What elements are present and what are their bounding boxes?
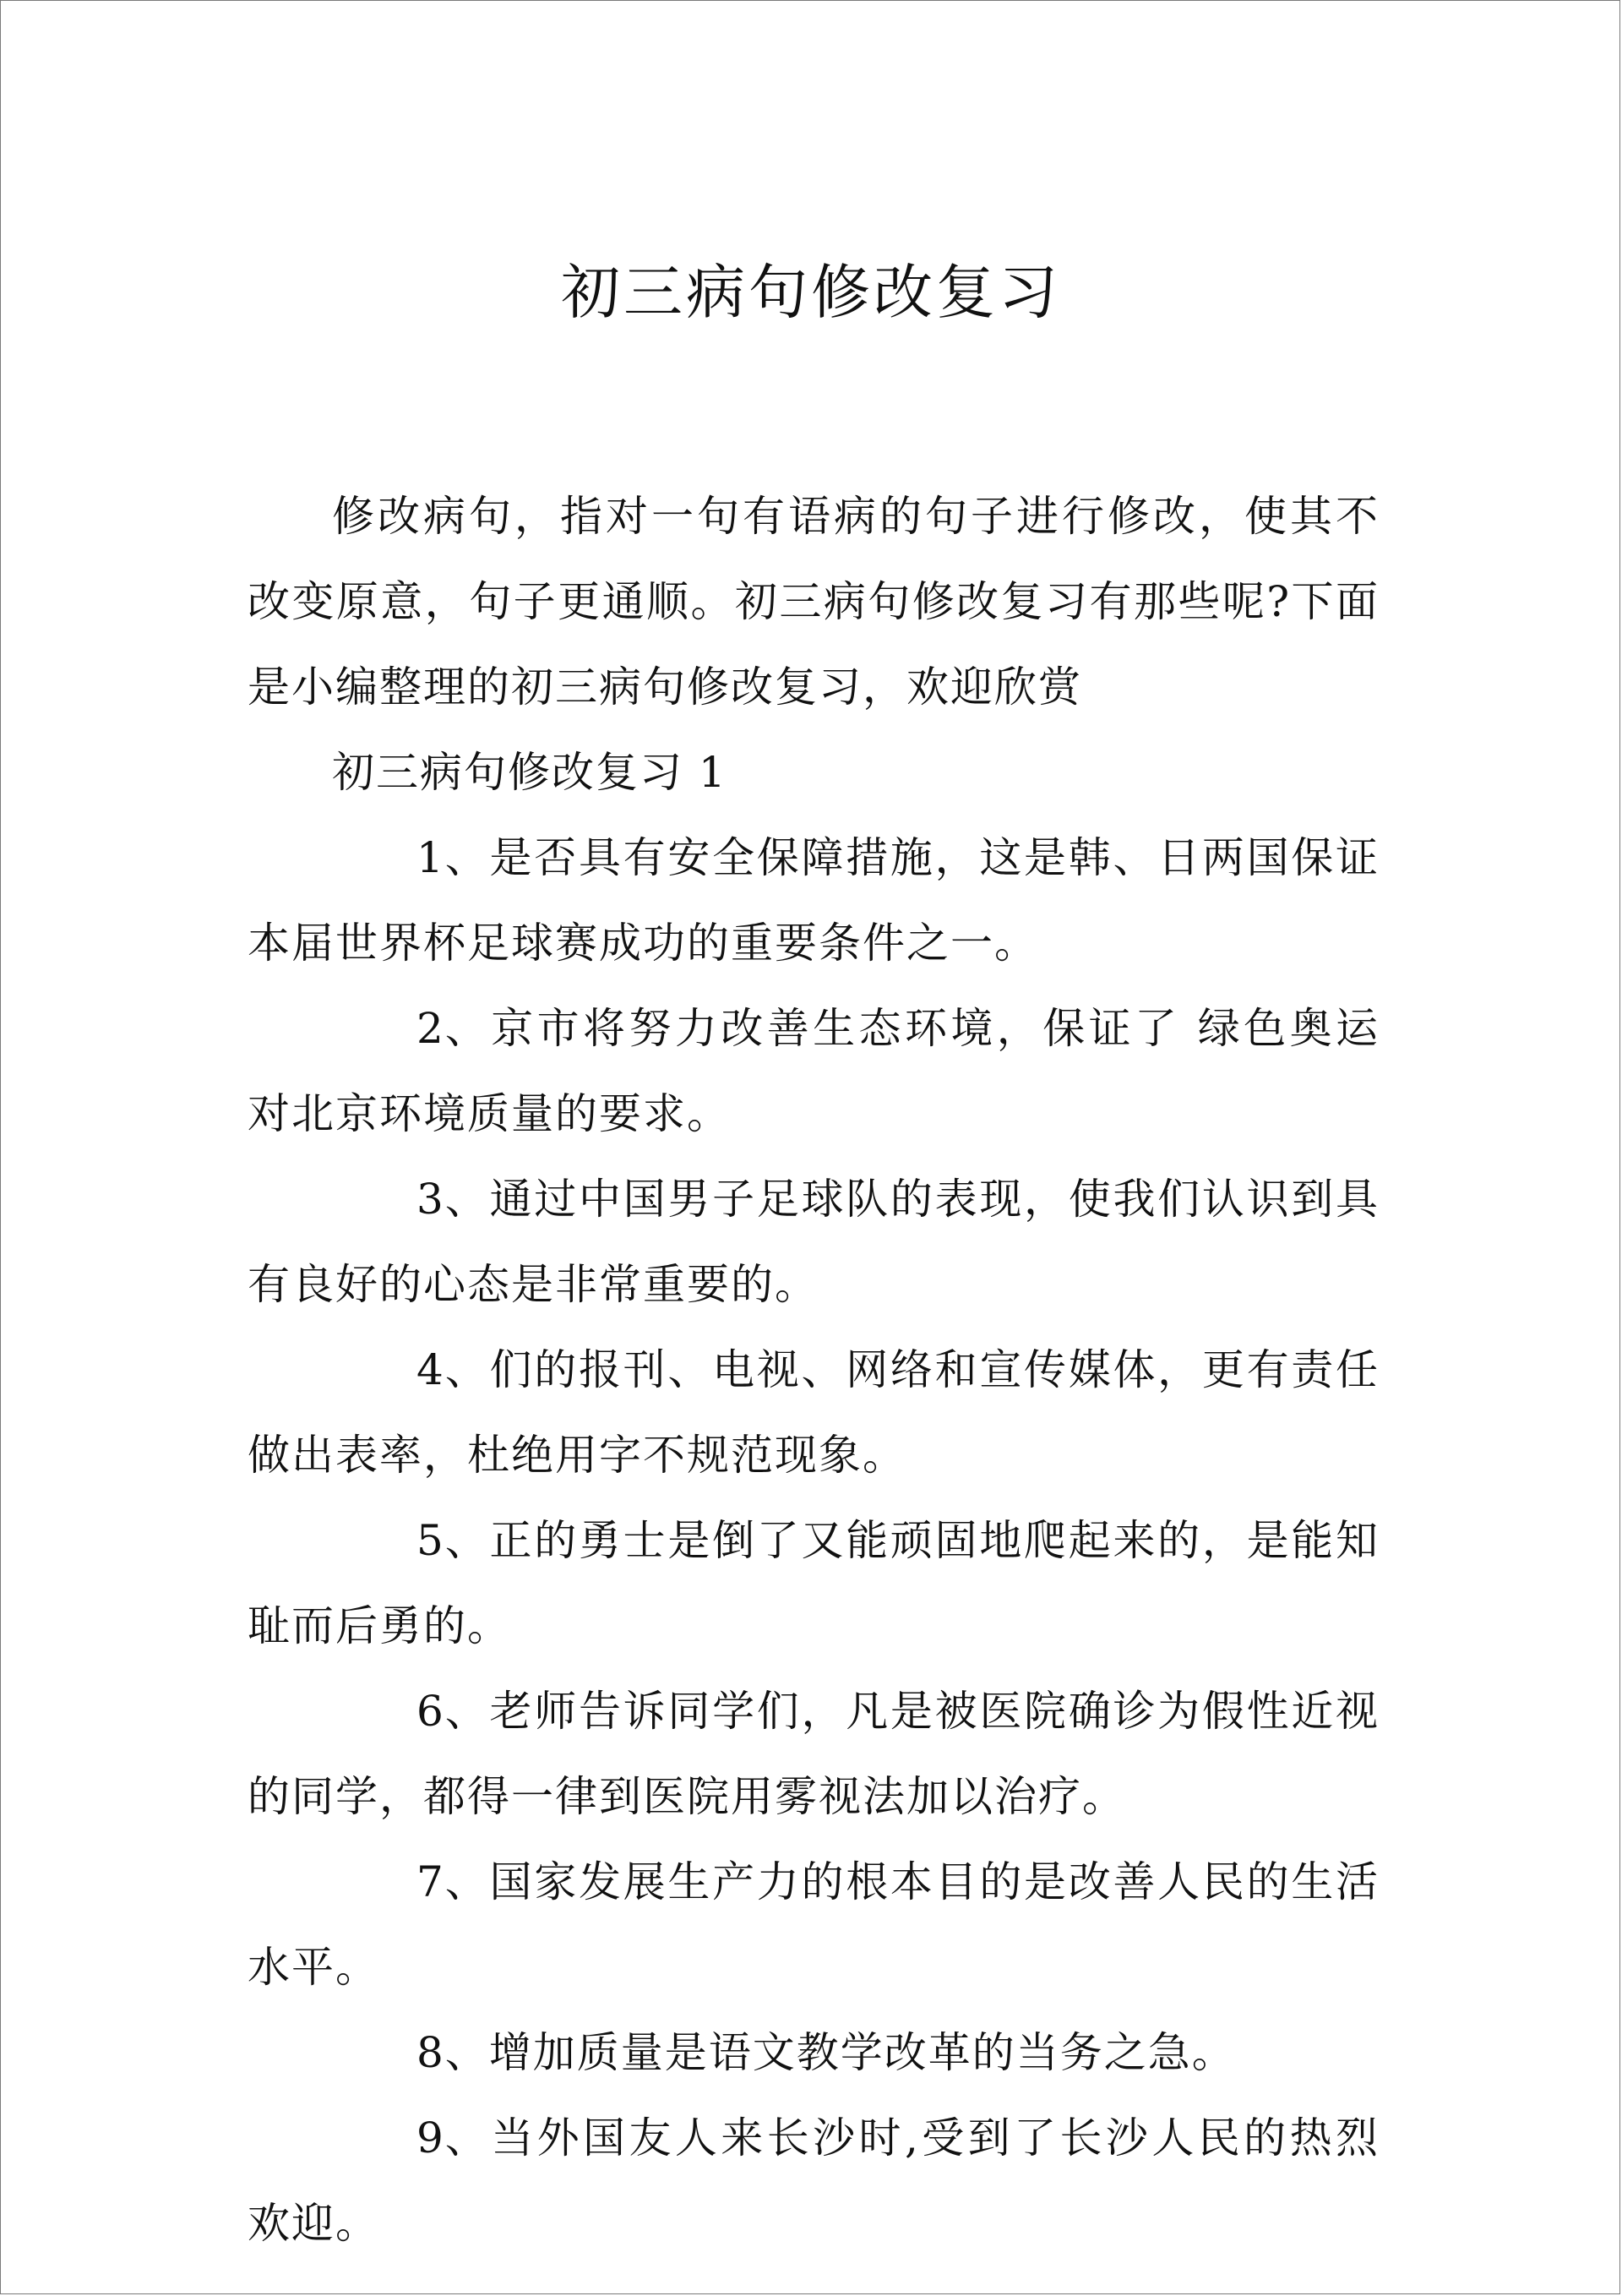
item-number: 1、 — [416, 833, 489, 882]
item-number: 2、 — [416, 1004, 489, 1053]
document-title: 初三病句修改复习 — [561, 258, 1061, 327]
list-item — [248, 2096, 1380, 2266]
intro-paragraph: 修改病句，指对一句有语病的句子进行修改，使其不改变原意，句子更通顺。初三病句修改复习有那些呢?下面是小编整理的初三病句修改复习，欢迎欣赏 — [248, 492, 1380, 712]
list-item — [248, 1498, 1380, 1669]
list-item — [248, 1669, 1380, 1840]
item-text: 京市将努力改善生态环境，保证了 绿色奥运 对北京环境质量的要求。 — [248, 1004, 1380, 1138]
list-item — [248, 1157, 1380, 1328]
list-item — [248, 1840, 1380, 2010]
list-item — [248, 2010, 1380, 2096]
item-text: 老师告诉同学们，凡是被医院确诊为假性近视的同学，都得一律到医院用雾视法加以治疗。 — [248, 1687, 1380, 1821]
item-text: 增加质量是语文教学改革的当务之急。 — [488, 2028, 1236, 2077]
item-number: 7、 — [416, 1857, 489, 1906]
item-number: 4、 — [416, 1345, 489, 1394]
item-number: 9、 — [416, 2113, 489, 2162]
item-number: 6、 — [416, 1687, 489, 1736]
list-item — [248, 1328, 1380, 1498]
item-text: 国家发展生产力的根本目的是改善人民的生活水平。 — [248, 1857, 1380, 1992]
list-item — [248, 815, 1380, 986]
item-text: 们的报刊、电视、网络和宣传媒体，更有责任做出表率，杜绝用字不规范现象。 — [248, 1345, 1380, 1480]
section-heading: 初三病句修改复习 1 — [332, 748, 727, 797]
document-body — [248, 474, 1380, 2266]
item-number: 5、 — [416, 1516, 489, 1565]
item-text: 通过中国男子足球队的表现，使我们认识到具有良好的心态是非常重要的。 — [248, 1175, 1380, 1309]
list-item — [248, 986, 1380, 1157]
item-text: 正的勇士是倒了又能顽固地爬起来的，是能知耻而后勇的。 — [248, 1516, 1380, 1650]
item-text: 当外国友人来长沙时,受到了长沙人民的热烈欢迎。 — [248, 2113, 1380, 2248]
item-number: 8、 — [416, 2028, 489, 2077]
item-text: 是否具有安全保障措施，这是韩、日两国保证本届世界杯足球赛成功的重要条件之一。 — [248, 833, 1380, 968]
item-number: 3、 — [416, 1175, 489, 1224]
